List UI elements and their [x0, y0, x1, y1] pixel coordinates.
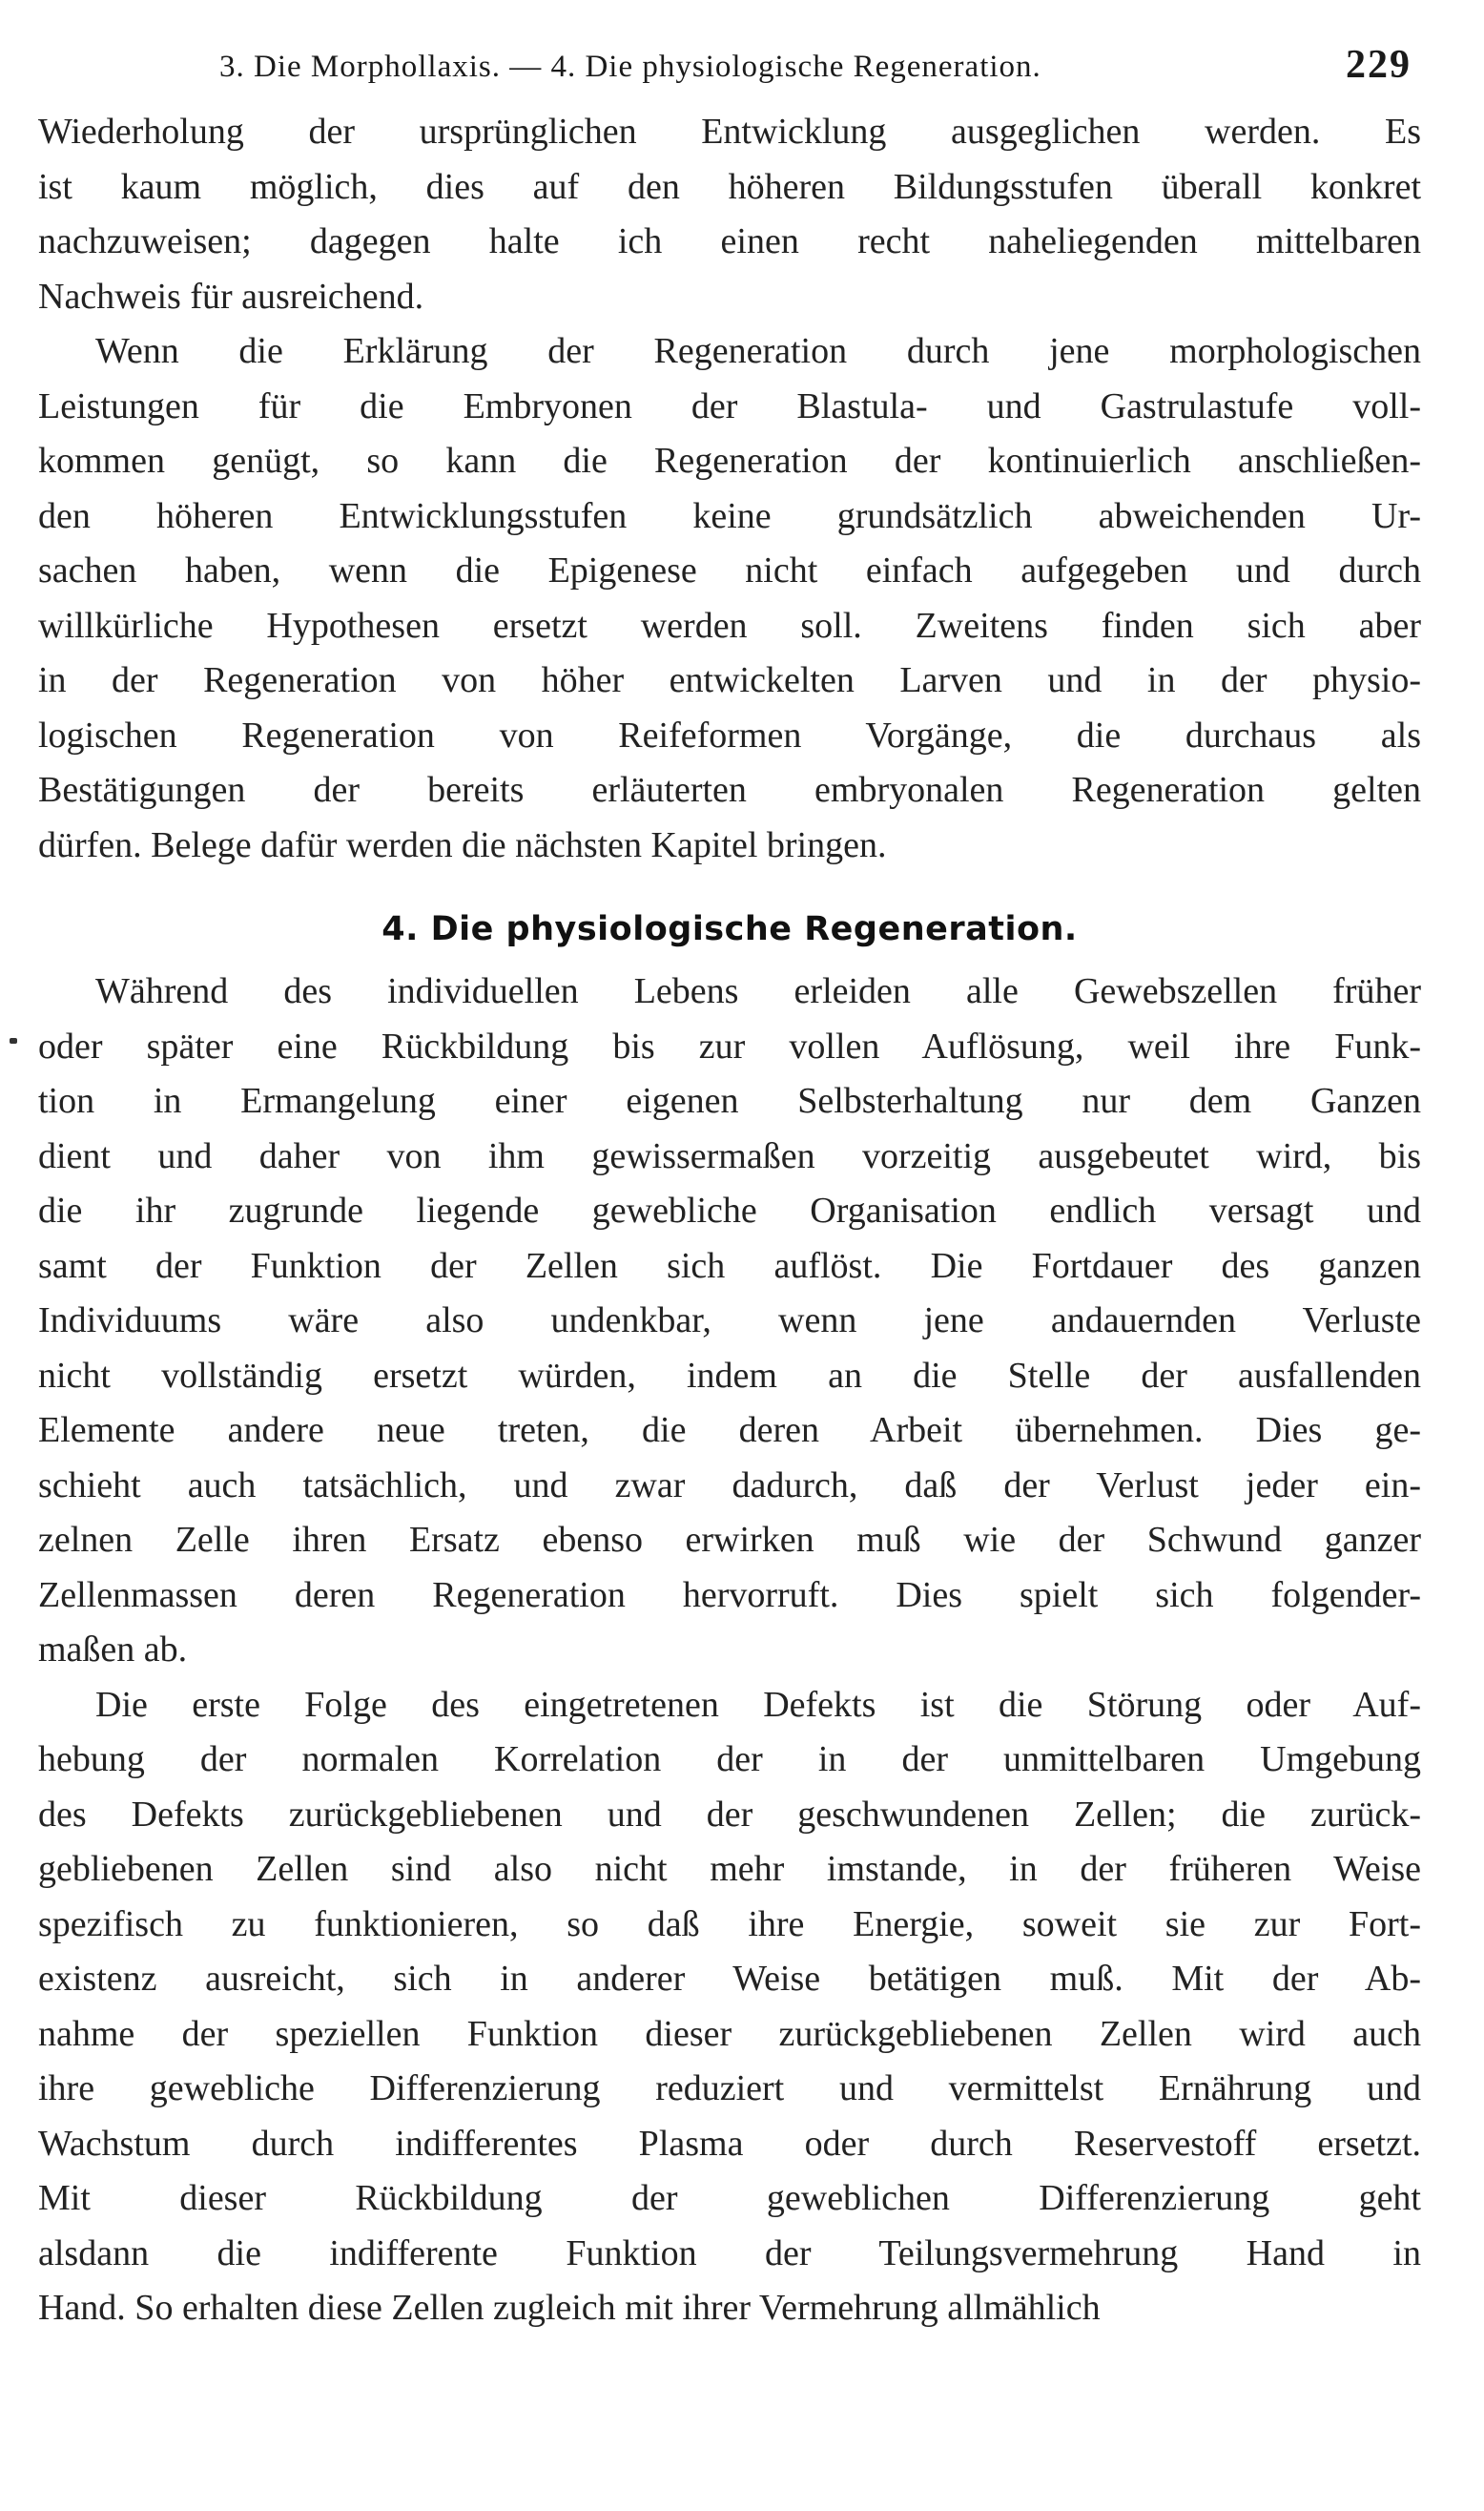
text-line: den höheren Entwicklungsstufen keine grundsätzlich abweichenden Ur- — [38, 495, 1421, 536]
text-line: Elemente andere neue treten, die deren Arbeit übernehmen. Dies ge- — [38, 1410, 1421, 1450]
text-line: Leistungen für die Embryonen der Blastula- und Gastrulastufe voll- — [38, 385, 1421, 426]
text-line: die ihr zugrunde liegende gewebliche Organisation endlich versagt und — [38, 1191, 1421, 1231]
text-line: Mit dieser Rückbildung der geweblichen Differenzierung geht — [38, 2178, 1421, 2218]
paragraph — [38, 965, 1421, 1678]
text-line: gebliebenen Zellen sind also nicht mehr imstande, in der früheren Weise — [38, 1849, 1421, 1889]
text-line: willkürliche Hypothesen ersetzt werden soll. Zweitens finden sich aber — [38, 605, 1421, 646]
text-line: Individuums wäre also undenkbar, wenn jene andauernden Verluste — [38, 1300, 1421, 1340]
text-line: Hand. So erhalten diese Zellen zugleich mit ihrer Vermehrung allmählich — [38, 2288, 1101, 2328]
paragraph — [38, 324, 1421, 873]
paragraph — [38, 105, 1421, 324]
text-line: ihre gewebliche Differenzierung reduziert und vermittelst Ernährung und — [38, 2068, 1421, 2108]
body-text-section — [38, 965, 1421, 2336]
text-line: nachzuweisen; dagegen halte ich einen recht naheliegenden mittelbaren — [38, 221, 1421, 261]
text-line: Bestätigungen der bereits erläuterten embryonalen Regeneration gelten — [38, 770, 1421, 810]
text-line: des Defekts zurückgebliebenen und der geschwundenen Zellen; die zurück- — [38, 1794, 1421, 1835]
running-title: 3. Die Morphollaxis. — 4. Die physiologische Regeneration. — [219, 50, 1041, 84]
text-line: Wenn die Erklärung der Regeneration durch jene morphologischen — [95, 331, 1421, 371]
text-line: Wachstum durch indifferentes Plasma oder durch Reservestoff ersetzt. — [38, 2123, 1421, 2164]
text-line: zelnen Zelle ihren Ersatz ebenso erwirken muß wie der Schwund ganzer — [38, 1520, 1421, 1560]
text-line: alsdann die indifferente Funktion der Teilungsvermehrung Hand in — [38, 2232, 1421, 2273]
text-line: oder später eine Rückbildung bis zur vollen Auflösung, weil ihre Funk- — [38, 1026, 1421, 1067]
text-line: Während des individuellen Lebens erleiden alle Gewebszellen früher — [95, 971, 1421, 1011]
text-line: sachen haben, wenn die Epigenese nicht einfach aufgegeben und durch — [38, 550, 1421, 591]
book-page — [38, 38, 1421, 2336]
text-line: schieht auch tatsächlich, und zwar dadurch, daß der Verlust jeder ein- — [38, 1464, 1421, 1505]
text-line: in der Regeneration von höher entwickelten Larven und in der physio- — [38, 660, 1421, 700]
text-line: Nachweis für ausreichend. — [38, 276, 424, 317]
text-line: samt der Funktion der Zellen sich auflöst. Die Fortdauer des ganzen — [38, 1245, 1421, 1286]
page-number: 229 — [1346, 43, 1412, 87]
text-line: spezifisch zu funktionieren, so daß ihre Energie, soweit sie zur Fort- — [38, 1903, 1421, 1944]
text-line: hebung der normalen Korrelation der in der unmittelbaren Umgebung — [38, 1739, 1421, 1779]
text-line: maßen ab. — [38, 1629, 188, 1670]
text-line: ist kaum möglich, dies auf den höheren Bildungsstufen überall konkret — [38, 166, 1421, 207]
text-line: tion in Ermangelung einer eigenen Selbsterhaltung nur dem Ganzen — [38, 1081, 1421, 1121]
running-head — [38, 38, 1421, 105]
text-line: existenz ausreicht, sich in anderer Weise betätigen muß. Mit der Ab- — [38, 1959, 1421, 1999]
section-heading: 4. Die physiologische Regeneration. — [381, 910, 1078, 948]
text-line: nicht vollständig ersetzt würden, indem an die Stelle der ausfallenden — [38, 1355, 1421, 1396]
text-line: kommen genügt, so kann die Regeneration der kontinuierlich anschließen- — [38, 441, 1421, 481]
text-line: Die erste Folge des eingetretenen Defekts ist die Störung oder Auf- — [95, 1684, 1421, 1725]
text-line: Zellenmassen deren Regeneration hervorruft. Dies spielt sich folgender- — [38, 1574, 1421, 1615]
text-line: dient und daher von ihm gewissermaßen vorzeitig ausgebeutet wird, bis — [38, 1135, 1421, 1176]
body-text-top — [38, 105, 1421, 873]
text-line: logischen Regeneration von Reifeformen Vorgänge, die durchaus als — [38, 715, 1421, 756]
margin-mark — [10, 1038, 17, 1044]
text-line: Wiederholung der ursprünglichen Entwicklung ausgeglichen werden. Es — [38, 112, 1421, 152]
paragraph — [38, 1678, 1421, 2336]
text-line: nahme der speziellen Funktion dieser zurückgebliebenen Zellen wird auch — [38, 2013, 1421, 2054]
text-line: dürfen. Belege dafür werden die nächsten Kapitel bringen. — [38, 824, 887, 865]
